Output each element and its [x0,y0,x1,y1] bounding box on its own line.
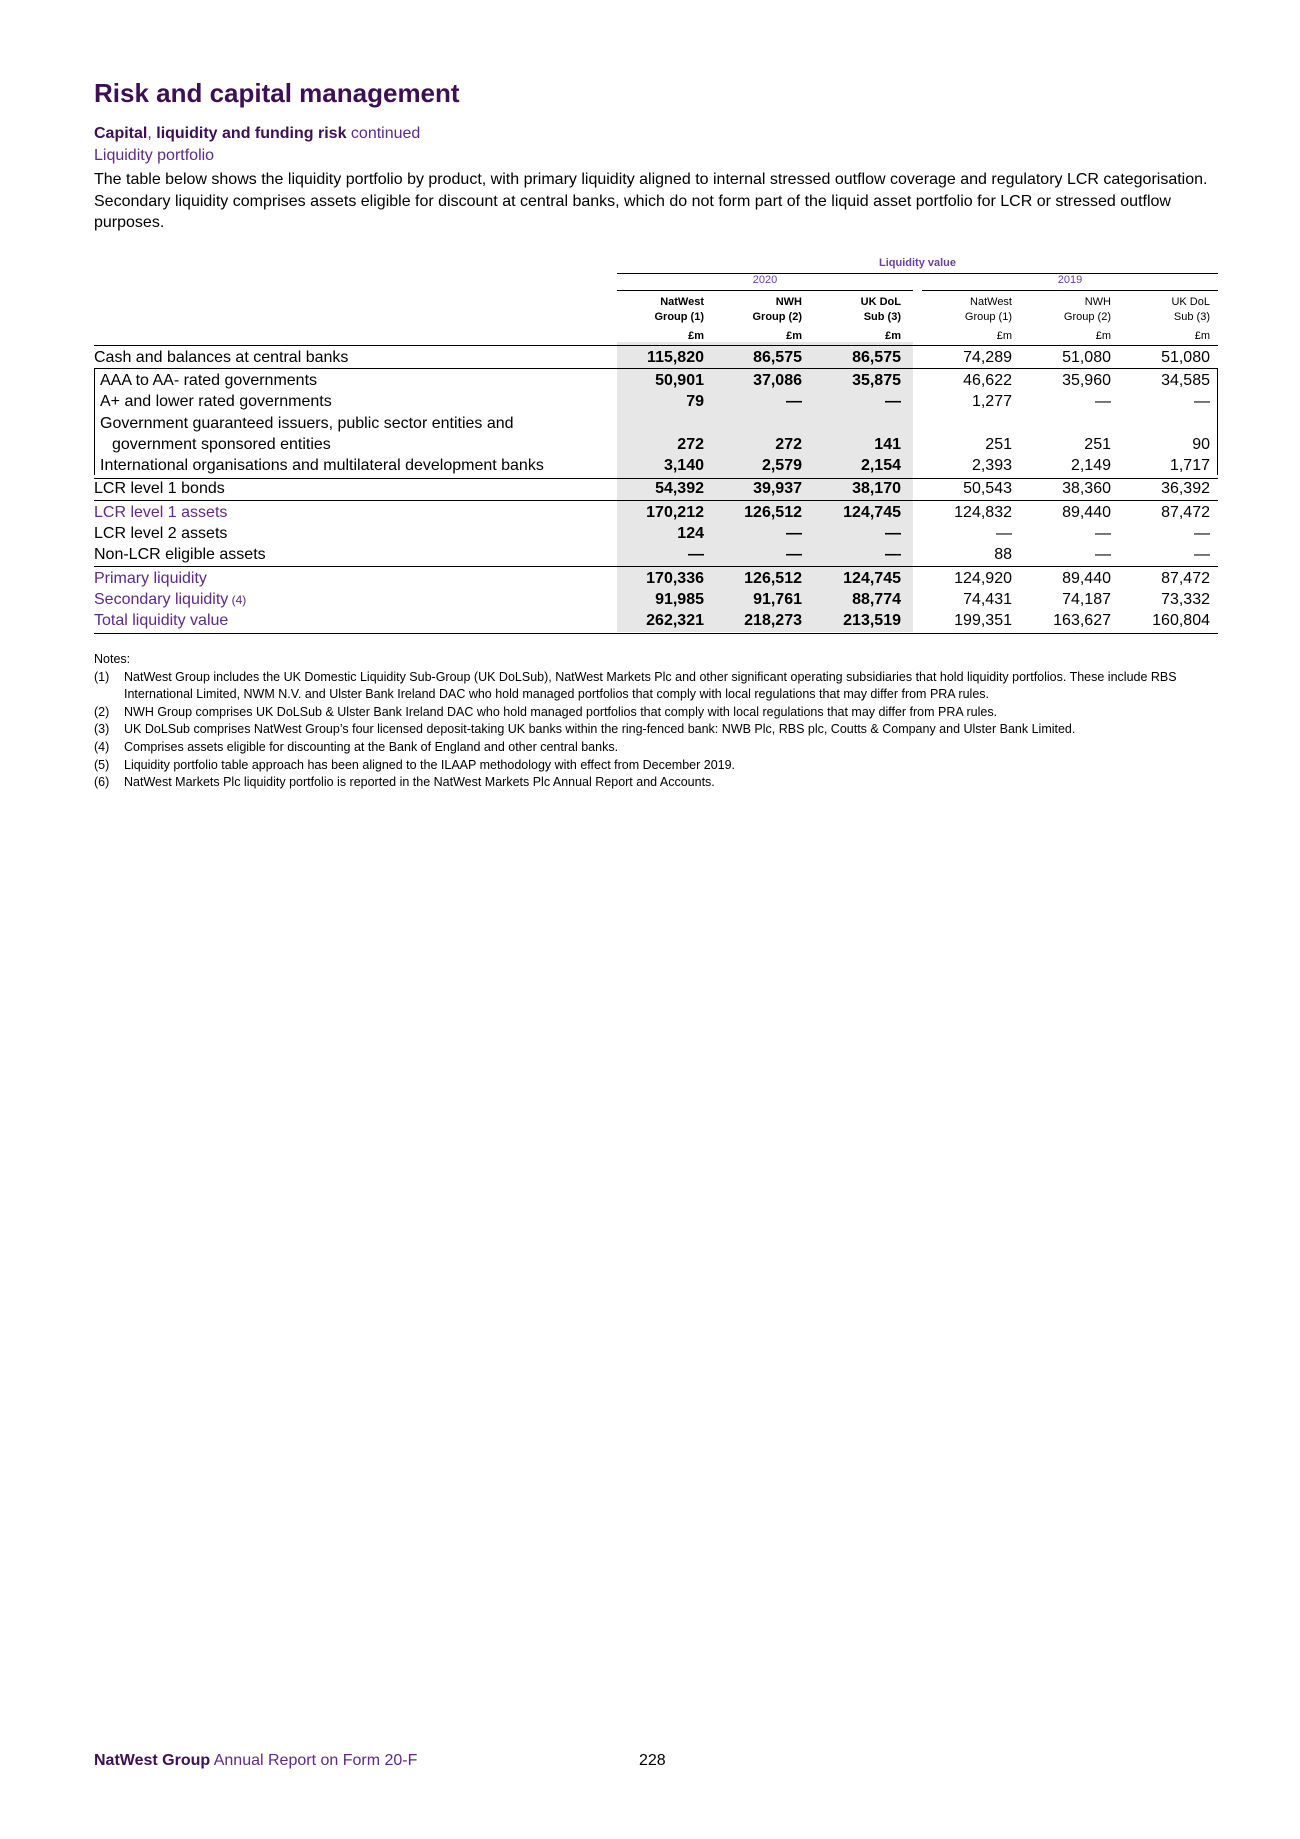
cell: — [885,546,901,563]
note-item [94,704,1218,722]
note-text: NWH Group comprises UK DoLSub & Ulster Bank Ireland DAC who hold managed portfolios that comply with local regulations that may differ from PRA rules. [124,704,998,719]
note-number: (1) [94,669,110,684]
cell: 74,289 [963,349,1012,366]
cell: 86,575 [852,349,901,366]
col-header-line2: Sub (3) [1173,311,1210,323]
cell: 37,086 [753,372,802,389]
note-text: NatWest Group includes the UK Domestic Liquidity Sub-Group (UK DoLSub), NatWest Markets Plc and other significant operating subsidiaries that hold liquidity portfolios. These include RBS International Limited, NWM N.V. and Ulster Bank Ireland DAC who hold managed portfolios that comply with local regulations that may differ from PRA rules. [124,669,1177,702]
cell: 90 [1192,436,1210,453]
row-label-note: (4) [228,593,247,607]
cell: 87,472 [1161,504,1210,521]
cell: 199,351 [954,612,1012,629]
level1-rule [94,500,1218,501]
row-label: LCR level 1 bonds [94,480,225,497]
cell: 218,273 [744,612,802,629]
table-top-rule [94,345,1218,346]
section-subhead [94,125,420,143]
col-header-line1: NWH [775,296,802,308]
note-number: (3) [94,722,110,737]
cell: 50,901 [655,372,704,389]
cell: 2,154 [860,457,901,474]
row-label: Non-LCR eligible assets [94,546,266,563]
note-text: NatWest Markets Plc liquidity portfolio is reported in the NatWest Markets Plc Annual Report and Accounts. [124,775,715,790]
cell: — [1194,525,1210,542]
col-header-line1: NWH [1084,296,1111,308]
cell: 36,392 [1161,480,1210,497]
col-header-line2: Group (2) [1063,311,1111,323]
cell: 251 [1084,436,1111,453]
cell: 74,431 [963,591,1012,608]
row-label: A+ and lower rated governments [100,393,332,410]
note-item [94,757,1218,775]
cell: 141 [874,436,901,453]
liquidity-value-header: Liquidity value [878,257,956,269]
col-header [922,295,1012,325]
note-item [94,669,1218,704]
cell: — [786,546,802,563]
table-row [94,545,1218,566]
cell: 160,804 [1152,612,1210,629]
table-row [94,524,1218,545]
primary-rule [94,566,1218,567]
col-header [811,295,901,325]
unit-label: £m [996,330,1012,342]
row-label: AAA to AA- rated governments [100,372,318,389]
cell: 126,512 [744,570,802,587]
cell: 115,820 [647,349,704,366]
cell: — [1194,393,1210,410]
subhead-continued: continued [346,125,421,142]
cell: 2,149 [1070,457,1111,474]
cell: 124,920 [954,570,1012,587]
cell: 73,332 [1161,591,1210,608]
section-title: Liquidity portfolio [94,147,215,164]
table-row [94,479,1218,500]
subhead-capital: Capital [94,125,148,142]
cell: 163,627 [1053,612,1111,629]
row-label: LCR level 1 assets [94,504,228,521]
cell: 86,575 [753,349,802,366]
cell: 51,080 [1062,349,1111,366]
cell: — [885,393,901,410]
table-bottom-rule [94,633,1218,634]
table-row [94,392,1218,413]
year-2020-header: 2020 [752,274,778,286]
row-label: Total liquidity value [94,612,229,629]
cell: 124,745 [843,504,901,521]
subhead-liquidity: liquidity and funding risk [151,125,347,142]
cell: 50,543 [963,480,1012,497]
row-label: Government guaranteed issuers, public sector entities and [100,415,514,432]
cell: 213,519 [843,612,901,629]
table-row [94,456,1218,477]
col-header [712,295,802,325]
year-2019-rule [922,290,1218,291]
cell: 35,875 [852,372,901,389]
col-header-line1: UK DoL [1171,296,1210,308]
cell: 262,321 [646,612,704,629]
cell: 38,170 [852,480,901,497]
col-header-line1: NatWest [970,296,1012,308]
table-row [94,414,1218,435]
cell: 88 [994,546,1012,563]
footer-brand: NatWest Group [94,1752,211,1769]
col-header-line2: Group (2) [752,311,802,323]
cell: 91,761 [753,591,802,608]
cell: 170,212 [646,504,704,521]
cell: 272 [677,436,704,453]
note-number: (2) [94,704,110,719]
cell: 2,579 [761,457,802,474]
cell: — [688,546,704,563]
cell: 79 [686,393,704,410]
cell: 124 [677,525,704,542]
cell: 3,140 [663,457,704,474]
note-text: Liquidity portfolio table approach has been aligned to the ILAAP methodology with effect from December 2019. [124,757,736,772]
table-row [94,611,1218,632]
unit-label: £m [688,330,704,342]
note-number: (4) [94,739,110,754]
notes [94,651,1218,792]
cell: — [885,525,901,542]
cell: 88,774 [852,591,901,608]
cell: — [786,525,802,542]
year-2020-rule [617,290,913,291]
row-label [94,591,246,609]
table-row [94,569,1218,590]
cell: 54,392 [655,480,704,497]
col-header-line2: Group (1) [964,311,1012,323]
footer [94,1752,417,1770]
cell: 51,080 [1161,349,1210,366]
cell: — [1095,525,1111,542]
table-row [94,348,1218,369]
table-row [94,435,1218,456]
cell: 91,985 [655,591,704,608]
footer-report: Annual Report on Form 20-F [210,1752,418,1769]
row-label: Primary liquidity [94,570,207,587]
unit-label: £m [885,330,901,342]
note-item [94,774,1218,792]
cell: 39,937 [753,480,802,497]
cell: 74,187 [1062,591,1111,608]
cell: 34,585 [1161,372,1210,389]
subhead-comma: , [147,125,152,142]
cell: — [1095,546,1111,563]
unit-label: £m [1194,330,1210,342]
year-2019-header: 2019 [1057,274,1083,286]
cell: 46,622 [963,372,1012,389]
cell: 272 [775,436,802,453]
cell: 126,512 [744,504,802,521]
cell: 87,472 [1161,570,1210,587]
unit-label: £m [786,330,802,342]
row-label: LCR level 2 assets [94,525,228,542]
table-row [94,503,1218,524]
note-item [94,721,1218,739]
notes-heading: Notes: [94,652,131,666]
cell: 251 [985,436,1012,453]
table-row [94,590,1218,611]
col-header [1021,295,1111,325]
page-title: Risk and capital management [94,78,460,108]
cell: — [996,525,1012,542]
unit-label: £m [1095,330,1111,342]
col-header-line1: NatWest [660,296,704,308]
row-label-text: Secondary liquidity [94,591,229,608]
cell: — [1095,393,1111,410]
row-label: Cash and balances at central banks [94,349,349,366]
cell: — [1194,546,1210,563]
col-header-line2: Group (1) [654,311,704,323]
cell: 2,393 [971,457,1012,474]
col-header-line1: UK DoL [860,296,901,308]
cell: 89,440 [1062,570,1111,587]
note-item [94,739,1218,757]
col-header [1120,295,1210,325]
note-number: (5) [94,757,110,772]
row-label: International organisations and multilateral development banks [100,457,544,474]
cell: 170,336 [646,570,704,587]
cell: — [786,393,802,410]
col-header-line2: Sub (3) [863,311,901,323]
cell: 1,717 [1169,457,1210,474]
cell: 89,440 [1062,504,1111,521]
note-text: UK DoLSub comprises NatWest Group’s four licensed deposit-taking UK banks within the ring-fenced bank: NWB Plc, RBS plc, Coutts & Company and Ulster Bank Limited. [124,722,1076,737]
note-text: Comprises assets eligible for discounting at the Bank of England and other central banks. [124,739,619,754]
col-header [614,295,704,325]
cell: 124,832 [954,504,1012,521]
cell: 124,745 [843,570,901,587]
cell: 1,277 [971,393,1012,410]
note-number: (6) [94,775,110,790]
intro-paragraph: The table below shows the liquidity portfolio by product, with primary liquidity aligned to internal stressed outflow coverage and regulatory LCR categorisation. Secondary liquidity comprises assets eligible for discount at central banks, which do not form part of the liquid asset portfolio for LCR or stressed outflow purposes. [94,171,1208,231]
cell: 35,960 [1062,372,1111,389]
table-row [94,371,1218,392]
row-label: government sponsored entities [112,436,331,453]
page-number: 228 [639,1752,666,1769]
cell: 38,360 [1062,480,1111,497]
